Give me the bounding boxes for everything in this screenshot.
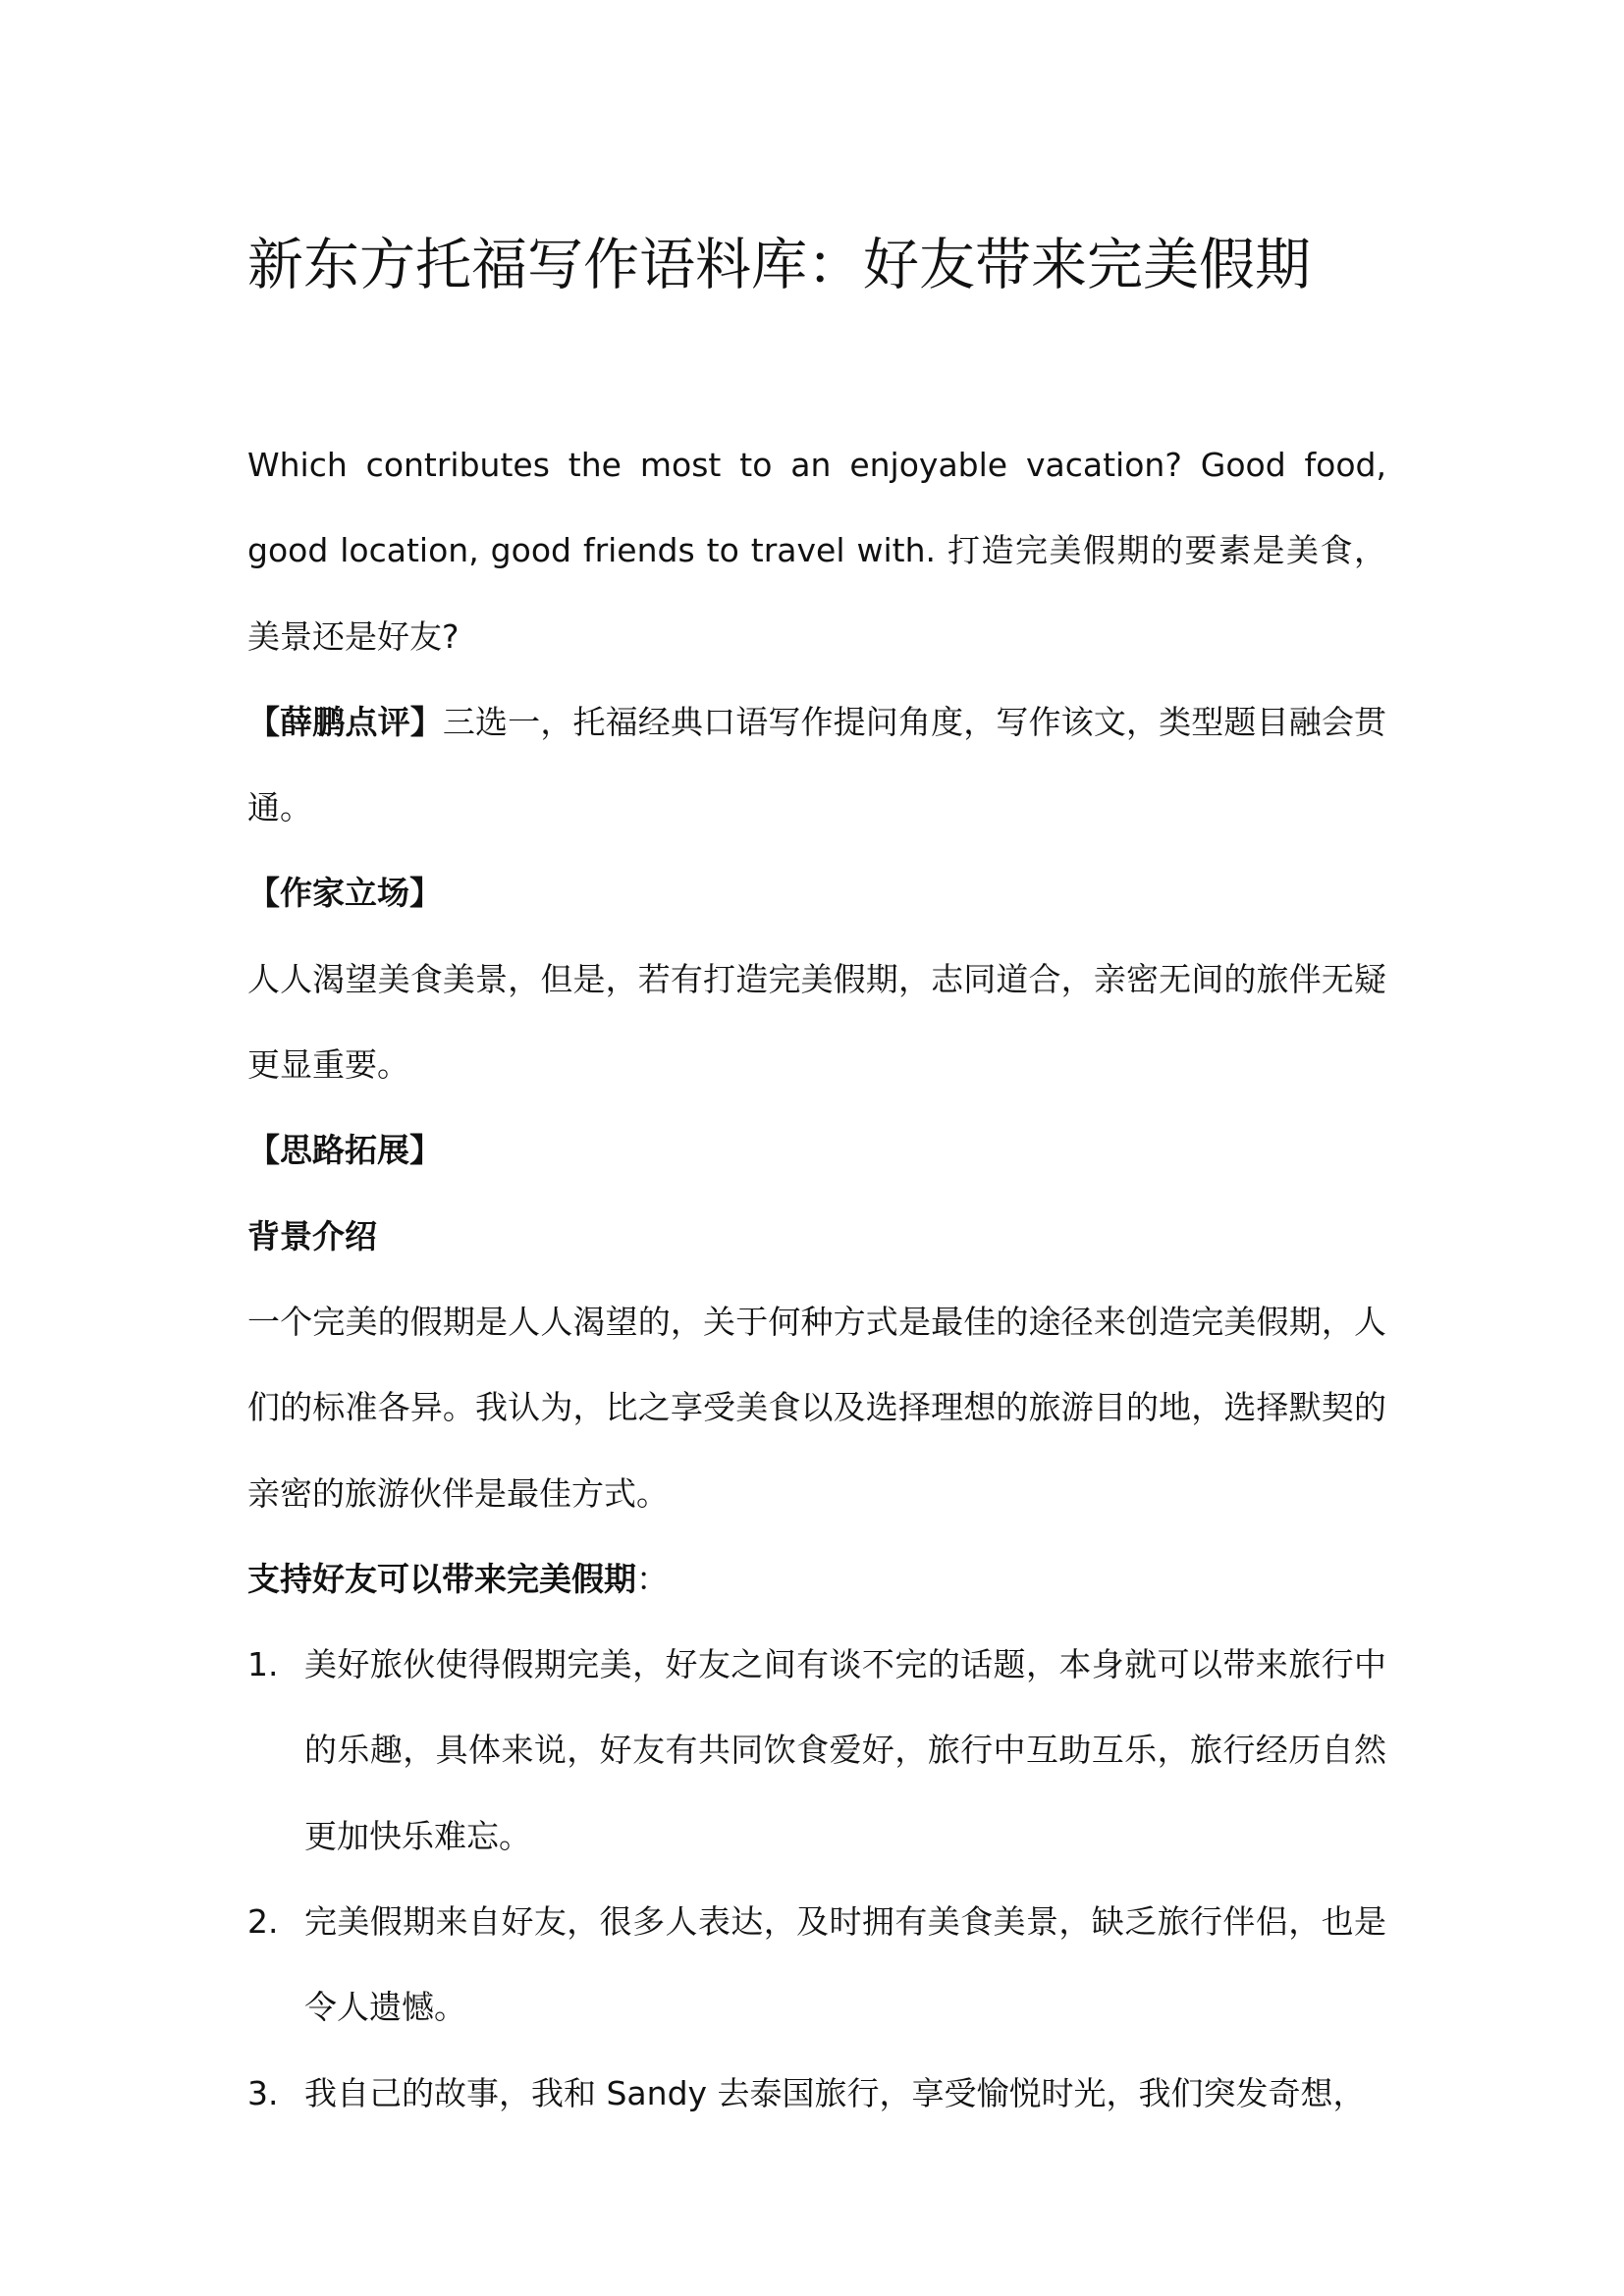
support-colon: ： [636, 1559, 669, 1598]
support-heading: 支持好友可以带来完美假期 [247, 1559, 636, 1598]
support-heading-line [247, 1536, 1386, 1622]
list-item-text: 我自己的故事，我和 Sandy 去泰国旅行，享受愉悦时光，我们突发奇想， [304, 2073, 1366, 2112]
list-item-number: 2. [247, 1902, 279, 1942]
list-item-text: 美好旅伙使得假期完美，好友之间有谈不完的话题，本身就可以带来旅行中的乐趣，具体来说，好友有共同饮食爱好，旅行中互助互乐，旅行经历自然更加快乐难忘。 [304, 1645, 1386, 1855]
list-item [247, 1622, 1386, 1879]
stance-heading: 【作家立场】 [247, 874, 442, 913]
list-item-text: 完美假期来自好友，很多人表达，及时拥有美食美景，缺乏旅行伴侣，也是令人遗憾。 [304, 1902, 1386, 2027]
list-item [247, 1879, 1386, 2051]
support-points-list [247, 1622, 1386, 2136]
review-text: 三选一，托福经典口语写作提问角度，写作该文，类型题目融会贯通。 [247, 702, 1387, 828]
page-title: 新东方托福写作语料库：好友带来完美假期 [247, 233, 1311, 297]
list-item-number: 3. [247, 2073, 279, 2112]
background-paragraph: 一个完美的假期是人人渴望的，关于何种方式是最佳的途径来创造完美假期，人们的标准各异。我认为，比之享受美食以及选择理想的旅游目的地，选择默契的亲密的旅游伙伴是最佳方式。 [247, 1302, 1386, 1513]
stance-paragraph: 人人渴望美食美景，但是，若有打造完美假期，志同道合，亲密无间的旅伴无疑更显重要。 [247, 959, 1386, 1085]
ideas-heading: 【思路拓展】 [247, 1131, 442, 1170]
list-item [247, 2051, 1386, 2136]
document-body [247, 422, 1386, 2136]
list-item-number: 1. [247, 1645, 279, 1684]
review-label: 【薛鹏点评】 [247, 702, 443, 741]
background-heading: 背景介绍 [247, 1216, 377, 1255]
review-paragraph [247, 679, 1386, 851]
question-paragraph: Which contributes the most to an enjoyable vacation? Good food, good location, good friends to travel with. 打造完美假期的要素是美食，美景还是好友? [247, 446, 1386, 656]
